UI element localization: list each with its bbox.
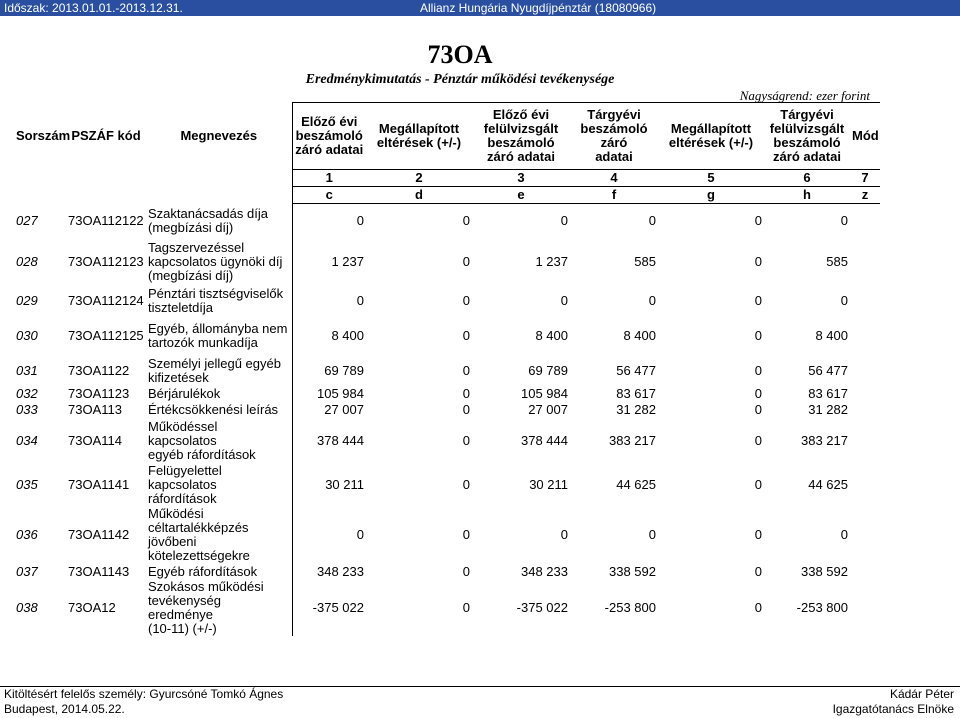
col-prev-diff — [366, 103, 472, 170]
row-value: -375 022 — [292, 580, 366, 636]
table-row — [14, 564, 956, 580]
row-value: 0 — [840, 526, 848, 542]
row-value: 1 237 — [535, 253, 568, 269]
header-line: adatai — [595, 149, 633, 164]
row-mod — [850, 316, 880, 356]
header-line: beszámoló záró — [580, 121, 648, 150]
header-line: beszámoló — [487, 135, 555, 150]
col-name: Megnevezés — [180, 128, 258, 143]
row-value: 0 — [292, 286, 366, 316]
row-mod — [850, 238, 880, 286]
row-name — [146, 386, 292, 402]
row-name-line: Szaktanácsadás díja — [148, 205, 268, 221]
row-name-line: Működéssel kapcsolatos — [148, 418, 218, 448]
row-sorszam: 037 — [16, 563, 38, 579]
header-line: záró adatai — [295, 142, 364, 157]
row-value: 378 444 — [521, 432, 568, 448]
row-value: 585 — [826, 253, 848, 269]
spacer-cell — [880, 238, 956, 286]
row-value: 83 617 — [808, 385, 848, 401]
row-value: 0 — [754, 599, 762, 615]
col-mod: Mód — [850, 103, 880, 170]
row-name-line: kapcsolatos ügynöki díj — [148, 253, 283, 269]
report-title: 73OA — [427, 40, 493, 69]
row-pszaf-code: 73OA113 — [68, 401, 122, 417]
spacer-cell — [880, 464, 956, 506]
row-value: 0 — [292, 204, 366, 238]
row-sorszam: 028 — [16, 253, 38, 269]
table-row — [14, 356, 956, 386]
column-number: 2 — [366, 170, 472, 187]
row-value: 0 — [648, 292, 656, 308]
row-name — [146, 580, 292, 636]
col-prev-audited — [472, 103, 570, 170]
row-value: 338 592 — [801, 563, 848, 579]
row-value: 0 — [754, 526, 762, 542]
row-value: 83 617 — [616, 385, 656, 401]
header-line: Előző évi — [301, 114, 358, 129]
column-letter: d — [366, 187, 472, 204]
row-value: 0 — [754, 385, 762, 401]
row-name-line: Működési — [148, 505, 204, 521]
column-number-row — [14, 170, 956, 187]
col-pszaf: PSZÁF kód — [71, 128, 141, 143]
row-value: 105 984 — [292, 386, 366, 402]
row-mod — [850, 418, 880, 464]
row-value: 30 211 — [292, 464, 366, 506]
row-sorszam: 029 — [16, 292, 38, 308]
table-row — [14, 386, 956, 402]
row-sorszam: 027 — [16, 212, 38, 228]
row-name-line: (megbízási díj) — [148, 219, 234, 235]
row-value: 0 — [754, 401, 762, 417]
spacer-cell — [66, 187, 146, 204]
row-value: 0 — [754, 292, 762, 308]
row-value: 8 400 — [815, 327, 848, 343]
place-date: Budapest, 2014.05.22. — [4, 702, 125, 716]
row-value: 338 592 — [609, 563, 656, 579]
table-row — [14, 506, 956, 564]
row-mod — [850, 204, 880, 238]
spacer-cell — [880, 286, 956, 316]
row-name-line: Pénztári tisztségviselők — [148, 285, 284, 301]
row-name-line: Személyi jellegű egyéb — [148, 355, 281, 371]
responsible-person: Kitöltésért felelős személy: Gyurcsóné Tomkó Ágnes — [4, 687, 284, 701]
row-pszaf-code: 73OA114 — [68, 432, 122, 448]
spacer-cell — [880, 103, 956, 170]
row-name-line: (megbízási díj) — [148, 267, 234, 283]
spacer-cell — [880, 386, 956, 402]
row-value: 27 007 — [292, 402, 366, 418]
row-value: 1 237 — [292, 238, 366, 286]
row-value: 8 400 — [623, 327, 656, 343]
spacer-cell — [880, 402, 956, 418]
income-statement-table — [14, 102, 956, 636]
row-value: 0 — [462, 401, 470, 417]
row-value: 105 984 — [521, 385, 568, 401]
row-value: -253 800 — [796, 599, 848, 615]
column-letter-row — [14, 187, 956, 204]
row-mod — [850, 286, 880, 316]
row-pszaf-code: 73OA1123 — [68, 385, 130, 401]
table-row — [14, 204, 956, 238]
header-line: beszámoló — [773, 135, 841, 150]
row-name-line: Értékcsökkenési leírás — [148, 401, 279, 417]
row-value: 69 789 — [528, 362, 568, 378]
row-name-line: Egyéb ráfordítások — [148, 563, 258, 579]
spacer-cell — [880, 316, 956, 356]
row-name-line: céltartalékképzés — [148, 519, 249, 535]
row-pszaf-code: 73OA112125 — [68, 327, 144, 343]
row-value: 31 282 — [616, 401, 656, 417]
col-prev-report — [292, 103, 366, 170]
row-value: 0 — [462, 563, 470, 579]
row-pszaf-code: 73OA112124 — [68, 292, 144, 308]
row-sorszam: 035 — [16, 476, 38, 492]
signer-title: Igazgatótanács Elnöke — [832, 702, 954, 716]
row-value: 585 — [634, 253, 656, 269]
row-name-line: Felügyelettel kapcsolatos — [148, 462, 222, 492]
row-value: 0 — [462, 253, 470, 269]
row-name — [146, 506, 292, 564]
column-letter: h — [764, 187, 850, 204]
col-cur-audited — [764, 103, 850, 170]
table-row — [14, 418, 956, 464]
row-value: 383 217 — [609, 432, 656, 448]
top-bar — [0, 0, 960, 16]
spacer-cell — [66, 170, 146, 187]
column-letter: c — [292, 187, 366, 204]
row-name-line: Tagszervezéssel — [148, 239, 245, 255]
row-value: 0 — [754, 563, 762, 579]
header-line: felülvizsgált — [769, 121, 845, 136]
row-value: 0 — [648, 212, 656, 228]
spacer-cell — [146, 187, 292, 204]
row-name-line: jövőbeni — [148, 533, 197, 549]
row-pszaf-code: 73OA1122 — [68, 362, 130, 378]
row-name-line: ráfordítások — [148, 490, 217, 506]
data-rows — [14, 204, 956, 636]
row-value: 8 400 — [292, 316, 366, 356]
row-value: 0 — [462, 476, 470, 492]
row-name-line: kötelezettségekre — [148, 547, 250, 563]
header-line: felülvizsgált — [483, 121, 559, 136]
row-value: 69 789 — [292, 356, 366, 386]
row-sorszam: 034 — [16, 432, 38, 448]
row-value: 56 477 — [808, 362, 848, 378]
row-name — [146, 204, 292, 238]
row-value: 0 — [462, 432, 470, 448]
row-name-line: tevékenység eredménye — [148, 592, 221, 622]
row-mod — [850, 386, 880, 402]
row-value: 0 — [560, 292, 568, 308]
column-number: 6 — [764, 170, 850, 187]
row-value: 0 — [560, 526, 568, 542]
spacer-cell — [880, 418, 956, 464]
spacer-cell — [14, 187, 66, 204]
spacer-cell — [880, 170, 956, 187]
row-pszaf-code: 73OA1141 — [68, 476, 130, 492]
row-value: 0 — [462, 327, 470, 343]
header-line: beszámoló — [295, 128, 363, 143]
row-value: 383 217 — [801, 432, 848, 448]
row-value: 0 — [754, 327, 762, 343]
row-value: 30 211 — [529, 476, 568, 492]
row-name-line: Egyéb, állományba nem — [148, 320, 288, 336]
row-mod — [850, 506, 880, 564]
column-number: 7 — [850, 170, 880, 187]
header-line: Előző évi — [492, 107, 550, 122]
row-pszaf-code: 73OA1143 — [68, 563, 130, 579]
report-subtitle: Eredménykimutatás - Pénztár működési tevékenysége — [305, 72, 615, 87]
row-value: 0 — [840, 292, 848, 308]
row-name — [146, 238, 292, 286]
row-name-line: kifizetések — [148, 369, 209, 385]
column-letter: g — [658, 187, 764, 204]
header-line: Megállapított — [378, 121, 460, 136]
row-value: 0 — [754, 362, 762, 378]
table-row — [14, 238, 956, 286]
header-line: Tárgyévi — [587, 107, 641, 122]
row-value: 0 — [462, 212, 470, 228]
row-value: 0 — [754, 432, 762, 448]
col-cur-diff — [658, 103, 764, 170]
row-name-line: (10-11) (+/-) — [148, 620, 217, 636]
header-row — [14, 103, 956, 170]
row-name — [146, 464, 292, 506]
row-pszaf-code: 73OA12 — [68, 599, 116, 615]
row-name — [146, 418, 292, 464]
header-line: záró adatai — [487, 149, 555, 164]
row-name-line: egyéb ráfordítások — [148, 446, 256, 462]
signer-name: Kádár Péter — [889, 687, 954, 701]
row-sorszam: 033 — [16, 401, 38, 417]
spacer-cell — [880, 580, 956, 636]
row-value: 8 400 — [535, 327, 568, 343]
period-label: Időszak: 2013.01.01.-2013.12.31. — [4, 1, 183, 15]
row-value: 0 — [754, 212, 762, 228]
table-row — [14, 286, 956, 316]
row-value: -375 022 — [516, 599, 568, 615]
spacer-cell — [880, 506, 956, 564]
row-pszaf-code: 73OA112122 — [68, 212, 144, 228]
row-mod — [850, 564, 880, 580]
column-letter: f — [570, 187, 658, 204]
row-sorszam: 036 — [16, 526, 38, 542]
row-sorszam: 038 — [16, 599, 38, 615]
row-value: 0 — [462, 362, 470, 378]
row-sorszam: 030 — [16, 327, 38, 343]
header-line: eltérések (+/-) — [376, 135, 462, 150]
spacer-cell — [880, 356, 956, 386]
row-mod — [850, 356, 880, 386]
row-pszaf-code: 73OA112123 — [68, 253, 144, 269]
row-value: 0 — [292, 506, 366, 564]
row-name — [146, 564, 292, 580]
row-mod — [850, 402, 880, 418]
row-value: 378 444 — [292, 418, 366, 464]
spacer-cell — [880, 204, 956, 238]
header-line: eltérések (+/-) — [668, 135, 754, 150]
row-value: 348 233 — [521, 563, 568, 579]
column-letter: e — [472, 187, 570, 204]
row-pszaf-code: 73OA1142 — [68, 526, 130, 542]
row-value: 0 — [462, 599, 470, 615]
header-line: záró adatai — [773, 149, 841, 164]
row-value: 44 625 — [808, 476, 848, 492]
spacer-cell — [14, 170, 66, 187]
row-value: 31 282 — [808, 401, 848, 417]
spacer-cell — [880, 564, 956, 580]
row-sorszam: 031 — [16, 362, 38, 378]
table-row — [14, 580, 956, 636]
column-number: 5 — [658, 170, 764, 187]
row-name-line: Szokásos működési — [148, 578, 264, 594]
table-row — [14, 464, 956, 506]
row-value: 44 625 — [616, 476, 656, 492]
row-value: 0 — [840, 212, 848, 228]
organization-label: Allianz Hungária Nyugdíjpénztár (18080966) — [420, 1, 657, 15]
header-line: Megállapított — [670, 121, 752, 136]
spacer-cell — [146, 170, 292, 187]
header-line: Tárgyévi — [780, 107, 834, 122]
row-name — [146, 316, 292, 356]
row-name — [146, 402, 292, 418]
row-name-line: Bérjárulékok — [148, 385, 221, 401]
row-value: 0 — [560, 212, 568, 228]
row-value: 0 — [754, 476, 762, 492]
footer — [0, 686, 960, 718]
spacer-cell — [880, 187, 956, 204]
row-value: 0 — [462, 526, 470, 542]
unit-note: Nagyságrend: ezer forint — [739, 88, 870, 103]
row-value: 27 007 — [528, 401, 568, 417]
row-value: 0 — [754, 253, 762, 269]
row-name-line: tiszteletdíja — [148, 299, 214, 315]
row-name — [146, 286, 292, 316]
row-value: 0 — [462, 292, 470, 308]
row-mod — [850, 464, 880, 506]
row-value: 0 — [462, 385, 470, 401]
row-value: -253 800 — [604, 599, 656, 615]
column-number: 1 — [292, 170, 366, 187]
row-name-line: tartozók munkadíja — [148, 334, 258, 350]
column-number: 3 — [472, 170, 570, 187]
row-value: 348 233 — [292, 564, 366, 580]
col-cur-report — [570, 103, 658, 170]
row-value: 0 — [648, 526, 656, 542]
table-row — [14, 402, 956, 418]
row-sorszam: 032 — [16, 385, 38, 401]
column-letter: z — [850, 187, 880, 204]
row-name — [146, 356, 292, 386]
row-mod — [850, 580, 880, 636]
column-number: 4 — [570, 170, 658, 187]
table-row — [14, 316, 956, 356]
row-value: 56 477 — [616, 362, 656, 378]
col-sorszam: Sorszám — [16, 128, 71, 143]
